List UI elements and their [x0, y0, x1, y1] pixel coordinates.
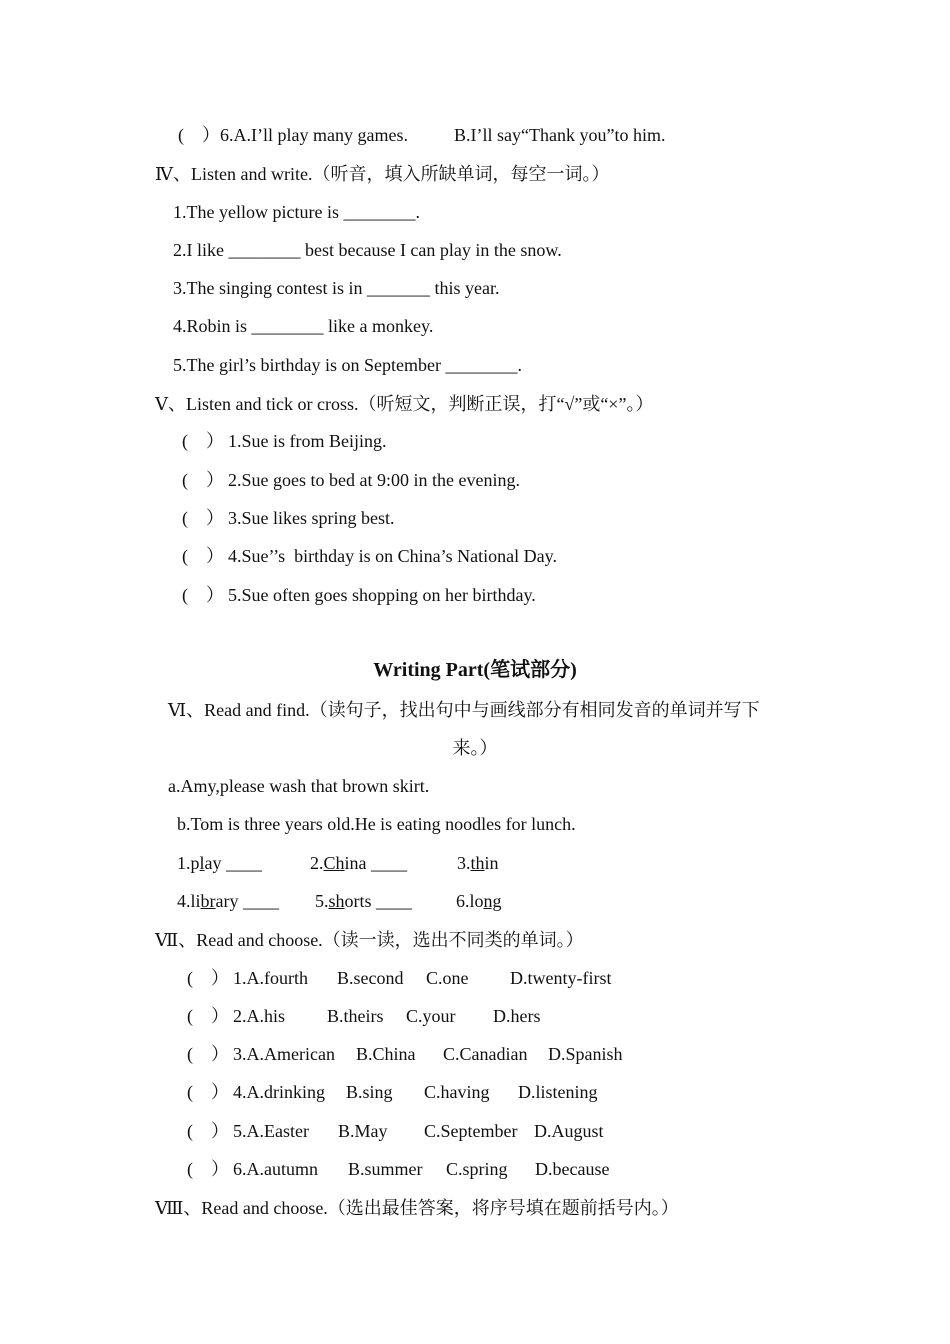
option-c: C.one — [426, 968, 469, 988]
option-a: 6.A.autumn — [233, 1159, 318, 1179]
word-item-5 — [315, 889, 412, 913]
option-d: D.twenty-first — [510, 968, 612, 988]
option-c: C.having — [424, 1082, 490, 1102]
option-b: B.May — [338, 1121, 388, 1141]
option-b: B.China — [356, 1044, 416, 1064]
section7-row-6 — [187, 1157, 609, 1181]
statement: 1.Sue is from Beijing. — [228, 431, 387, 451]
answer-paren[interactable]: ( ） — [187, 1044, 229, 1064]
answer-paren[interactable]: ( ） — [182, 431, 224, 451]
answer-paren[interactable]: ( ） — [187, 1121, 229, 1141]
answer-paren[interactable]: ( ） — [187, 1082, 229, 1102]
word-item-4 — [177, 889, 279, 913]
section8-heading: Ⅷ、Read and choose.（选出最佳答案，将序号填在题前括号内。） — [155, 1198, 679, 1218]
answer-blank[interactable]: ____ — [238, 891, 279, 911]
section7-row-5 — [187, 1119, 604, 1143]
option-c: C.spring — [446, 1159, 508, 1179]
word-part: orts — [344, 891, 372, 911]
word-number: 5. — [315, 891, 329, 911]
answer-blank[interactable]: ____ — [366, 853, 408, 873]
option-a: 4.A.drinking — [233, 1082, 325, 1102]
word-part: lo — [469, 891, 484, 911]
section4-item-4: 4.Robin is ________ like a monkey. — [173, 316, 434, 336]
underlined-letters: br — [200, 891, 216, 911]
section4-item-5: 5.The girl’s birthday is on September ________. — [173, 355, 522, 375]
sentence-b: b.Tom is three years old.He is eating noodles for lunch. — [177, 814, 576, 834]
answer-paren[interactable]: ( ） — [182, 470, 224, 490]
section7-row-2 — [187, 1004, 541, 1028]
option-a: 1.A.fourth — [233, 968, 308, 988]
option-b: B.sing — [346, 1082, 393, 1102]
answer-paren[interactable]: ( ） — [187, 1006, 229, 1026]
underlined-letters: th — [470, 853, 485, 873]
section7-heading: Ⅶ、Read and choose.（读一读，选出不同类的单词。） — [155, 930, 584, 950]
word-part: ina — [344, 853, 367, 873]
option-c: C.your — [406, 1006, 456, 1026]
section7-row-3 — [187, 1042, 623, 1066]
section5-row-5 — [182, 583, 536, 607]
answer-blank[interactable]: ____ — [371, 891, 413, 911]
option-b: B.theirs — [327, 1006, 384, 1026]
word-number: 4. — [177, 891, 191, 911]
statement: 2.Sue goes to bed at 9:00 in the evening. — [228, 470, 520, 490]
underlined-letters: l — [199, 853, 205, 873]
statement: 5.Sue often goes shopping on her birthday. — [228, 585, 536, 605]
option-b: B.summer — [348, 1159, 423, 1179]
word-number: 6. — [456, 891, 470, 911]
underlined-letters: Ch — [323, 853, 345, 873]
word-part: ay — [204, 853, 222, 873]
option-d: D.listening — [518, 1082, 598, 1102]
statement: 4.Sue’’s birthday is on China’s National Day. — [228, 546, 557, 566]
word-number: 1. — [177, 853, 191, 873]
option-d: D.hers — [493, 1006, 541, 1026]
section4-item-1: 1.The yellow picture is ________. — [173, 202, 420, 222]
option-c: C.September — [424, 1121, 518, 1141]
section4-item-3: 3.The singing contest is in _______ this year. — [173, 278, 500, 298]
answer-paren[interactable]: ( ） — [182, 508, 224, 528]
section4-heading: Ⅳ、Listen and write.（听音，填入所缺单词，每空一词。） — [155, 164, 610, 184]
section5-row-2 — [182, 468, 520, 492]
answer-paren[interactable]: ( ） — [182, 546, 224, 566]
q6-option-b: B.I’ll say“Thank you”to him. — [454, 125, 666, 145]
section5-row-3 — [182, 506, 395, 530]
option-b: B.second — [337, 968, 404, 988]
word-number: 2. — [310, 853, 324, 873]
section6-heading-line1: Ⅵ、Read and find.（读句子，找出句中与画线部分有相同发音的单词并写下 — [168, 700, 760, 720]
word-part: li — [190, 891, 201, 911]
word-part: ary — [215, 891, 239, 911]
section5-row-1 — [182, 429, 387, 453]
answer-paren[interactable]: ( ） — [187, 968, 229, 988]
option-d: D.Spanish — [548, 1044, 623, 1064]
q6-option-a: ( ）6.A.I’ll play many games. — [178, 125, 408, 145]
answer-paren[interactable]: ( ） — [182, 585, 224, 605]
word-item-6 — [456, 889, 502, 913]
word-item-1 — [177, 851, 262, 875]
section7-row-1 — [187, 966, 611, 990]
word-part: p — [190, 853, 200, 873]
section5-row-4 — [182, 544, 557, 568]
statement: 3.Sue likes spring best. — [228, 508, 395, 528]
writing-part-title: Writing Part(笔试部分) — [373, 659, 577, 681]
section4-item-2: 2.I like ________ best because I can play in the snow. — [173, 240, 562, 260]
word-item-3 — [457, 851, 499, 875]
option-d: D.because — [535, 1159, 610, 1179]
underlined-letters: sh — [328, 891, 345, 911]
option-a: 5.A.Easter — [233, 1121, 309, 1141]
option-d: D.August — [534, 1121, 604, 1141]
word-number: 3. — [457, 853, 471, 873]
underlined-letters: ng — [483, 891, 502, 911]
option-a: 2.A.his — [233, 1006, 286, 1026]
word-item-2 — [310, 851, 407, 875]
section5-heading: Ⅴ、Listen and tick or cross.（听短文，判断正误，打“√”或“×”。） — [155, 394, 654, 414]
option-c: C.Canadian — [443, 1044, 528, 1064]
section7-row-4 — [187, 1080, 598, 1104]
answer-blank[interactable]: ____ — [221, 853, 263, 873]
sentence-a: a.Amy,please wash that brown skirt. — [168, 776, 430, 796]
word-part: in — [484, 853, 499, 873]
option-a: 3.A.American — [233, 1044, 335, 1064]
section6-heading-line2: 来。） — [452, 738, 498, 758]
answer-paren[interactable]: ( ） — [187, 1159, 229, 1179]
